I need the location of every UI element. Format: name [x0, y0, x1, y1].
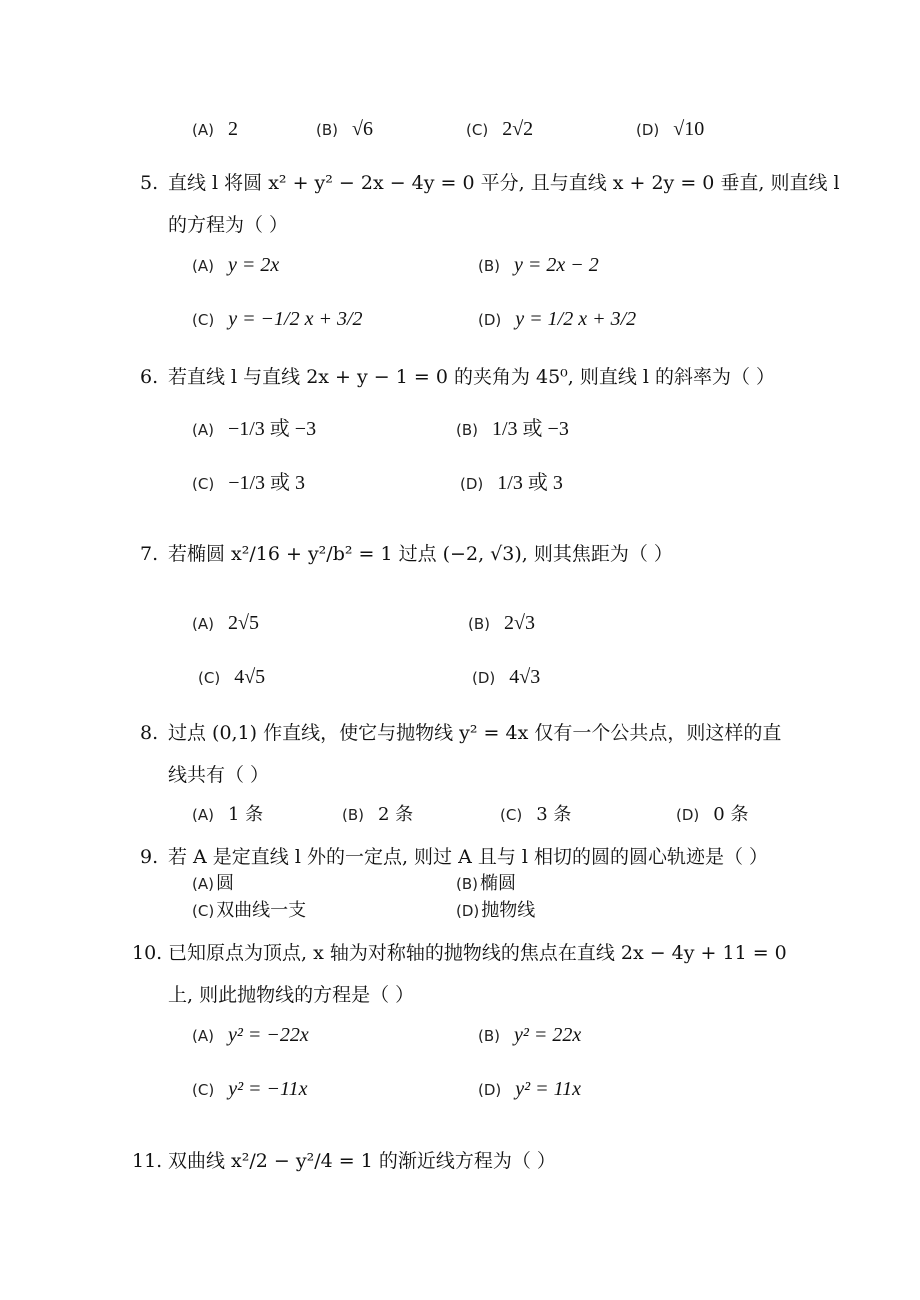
q7-option-a[interactable] — [192, 610, 259, 637]
option-value: y² = −22x — [227, 1024, 309, 1046]
q6-stem-line1 — [140, 364, 775, 390]
q7-option-c[interactable] — [198, 664, 265, 691]
q7-option-b[interactable] — [468, 610, 535, 637]
question-text: 若直线 l 与直线 2x + y − 1 = 0 的夹角为 45⁰, 则直线 l 的斜率为（ ） — [168, 366, 776, 388]
q4-option-c[interactable] — [466, 116, 533, 143]
q5-option-a[interactable] — [192, 252, 279, 279]
option-label: (B) — [478, 257, 500, 275]
question-number: 9. — [140, 846, 159, 868]
q10-option-a[interactable] — [192, 1022, 309, 1049]
q6-option-c[interactable] — [192, 470, 305, 497]
option-label: (B) — [468, 615, 490, 633]
question-number: 5. — [140, 172, 159, 194]
question-text: 已知原点为顶点, x 轴为对称轴的抛物线的焦点在直线 2x − 4y + 11 = 0 — [168, 942, 787, 964]
q8-stem-line1 — [140, 720, 781, 746]
option-label: (C) — [192, 1081, 215, 1099]
option-label: (C) — [192, 902, 215, 920]
q8-option-b[interactable] — [342, 802, 413, 828]
q5-stem-line2 — [168, 212, 288, 238]
q8-option-d[interactable] — [676, 802, 748, 828]
option-label: (C) — [192, 475, 215, 493]
question-text: 的方程为（ ） — [168, 214, 289, 236]
q7-stem-line1 — [140, 541, 673, 567]
question-text: 双曲线 x²/2 − y²/4 = 1 的渐近线方程为（ ） — [168, 1150, 556, 1172]
option-value: y = 2x − 2 — [514, 254, 599, 276]
q5-option-d[interactable] — [478, 306, 636, 333]
q7-option-d[interactable] — [472, 664, 540, 691]
option-value: y = −1/2 x + 3/2 — [228, 308, 363, 330]
q8-stem-line2 — [168, 762, 269, 788]
q4-option-d[interactable] — [636, 116, 704, 143]
option-value: 椭圆 — [480, 873, 516, 894]
question-text: 过点 (0,1) 作直线，使它与抛物线 y² = 4x 仅有一个公共点，则这样的直 — [168, 722, 782, 744]
option-label: (C) — [500, 806, 523, 824]
option-label: (D) — [478, 1081, 502, 1099]
option-label: (A) — [192, 257, 214, 275]
q9-option-a[interactable] — [192, 871, 234, 897]
q9-option-c[interactable] — [192, 898, 306, 924]
option-value: 2√2 — [502, 118, 534, 140]
option-label: (D) — [676, 806, 700, 824]
q8-option-c[interactable] — [500, 802, 571, 828]
option-label: (A) — [192, 806, 214, 824]
option-label: (C) — [198, 669, 221, 687]
q10-stem-line2 — [168, 982, 414, 1008]
option-value: 2 条 — [378, 804, 414, 825]
q9-stem-line1 — [140, 844, 768, 870]
option-label: (A) — [192, 421, 214, 439]
question-number: 10. — [132, 942, 163, 964]
option-value: −1/3 或 3 — [228, 472, 306, 494]
option-value: 双曲线一支 — [216, 900, 307, 921]
option-value: 圆 — [215, 873, 234, 894]
q5-option-c[interactable] — [192, 306, 363, 333]
option-value: 1/3 或 3 — [497, 472, 563, 494]
question-text: 上, 则此抛物线的方程是（ ） — [168, 984, 415, 1006]
option-value: 1 条 — [227, 804, 264, 825]
q6-option-a[interactable] — [192, 416, 316, 443]
option-value: y = 2x — [227, 254, 280, 276]
option-value: 0 条 — [713, 804, 749, 825]
q9-option-b[interactable] — [456, 871, 516, 897]
option-value: 3 条 — [536, 804, 572, 825]
option-value: y² = 11x — [515, 1078, 582, 1100]
option-value: y = 1/2 x + 3/2 — [515, 308, 637, 330]
q10-option-c[interactable] — [192, 1076, 307, 1103]
option-label: (D) — [460, 475, 484, 493]
option-label: (D) — [456, 902, 480, 920]
option-value: √6 — [352, 118, 373, 140]
question-text: 若 A 是定直线 l 外的一定点, 则过 A 且与 l 相切的圆的圆心轨迹是（ ） — [168, 846, 769, 868]
q4-option-a[interactable] — [192, 116, 238, 143]
q9-option-d[interactable] — [456, 898, 535, 924]
q10-stem-line1 — [132, 940, 787, 966]
option-label: (B) — [316, 121, 338, 139]
option-label: (A) — [192, 1027, 214, 1045]
q10-option-d[interactable] — [478, 1076, 581, 1103]
question-number: 6. — [140, 366, 159, 388]
question-text: 若椭圆 x²/16 + y²/b² = 1 过点 (−2, √3), 则其焦距为（ ） — [168, 543, 673, 565]
question-number: 7. — [140, 543, 159, 565]
q6-option-d[interactable] — [460, 470, 563, 497]
option-label: (A) — [192, 615, 214, 633]
q8-option-a[interactable] — [192, 802, 263, 828]
option-label: (D) — [472, 669, 496, 687]
option-value: 4√5 — [234, 666, 266, 688]
option-value: 2 — [227, 118, 238, 140]
q11-stem-line1 — [132, 1148, 556, 1174]
option-label: (D) — [636, 121, 660, 139]
option-label: (B) — [456, 875, 478, 893]
option-value: 1/3 或 −3 — [492, 418, 569, 440]
q6-option-b[interactable] — [456, 416, 569, 443]
q5-option-b[interactable] — [478, 252, 599, 279]
question-text: 直线 l 将圆 x² + y² − 2x − 4y = 0 平分, 且与直线 x + 2y = 0 垂直, 则直线 l — [168, 172, 840, 194]
option-label: (D) — [478, 311, 502, 329]
q4-option-b[interactable] — [316, 116, 373, 143]
option-value: −1/3 或 −3 — [227, 418, 317, 440]
option-label: (B) — [342, 806, 364, 824]
question-number: 8. — [140, 722, 159, 744]
q5-stem-line1 — [140, 170, 840, 196]
option-value: √10 — [673, 118, 705, 140]
option-label: (A) — [192, 875, 214, 893]
q10-option-b[interactable] — [478, 1022, 581, 1049]
option-value: 抛物线 — [481, 900, 536, 921]
question-number: 11. — [132, 1150, 163, 1172]
option-label: (C) — [192, 311, 215, 329]
option-label: (B) — [478, 1027, 500, 1045]
option-value: y² = 22x — [514, 1024, 582, 1046]
question-text: 线共有（ ） — [168, 764, 270, 786]
option-value: 2√5 — [227, 612, 259, 634]
option-label: (C) — [466, 121, 489, 139]
option-value: y² = −11x — [228, 1078, 308, 1100]
option-label: (A) — [192, 121, 214, 139]
option-label: (B) — [456, 421, 478, 439]
option-value: 4√3 — [509, 666, 541, 688]
option-value: 2√3 — [504, 612, 535, 634]
